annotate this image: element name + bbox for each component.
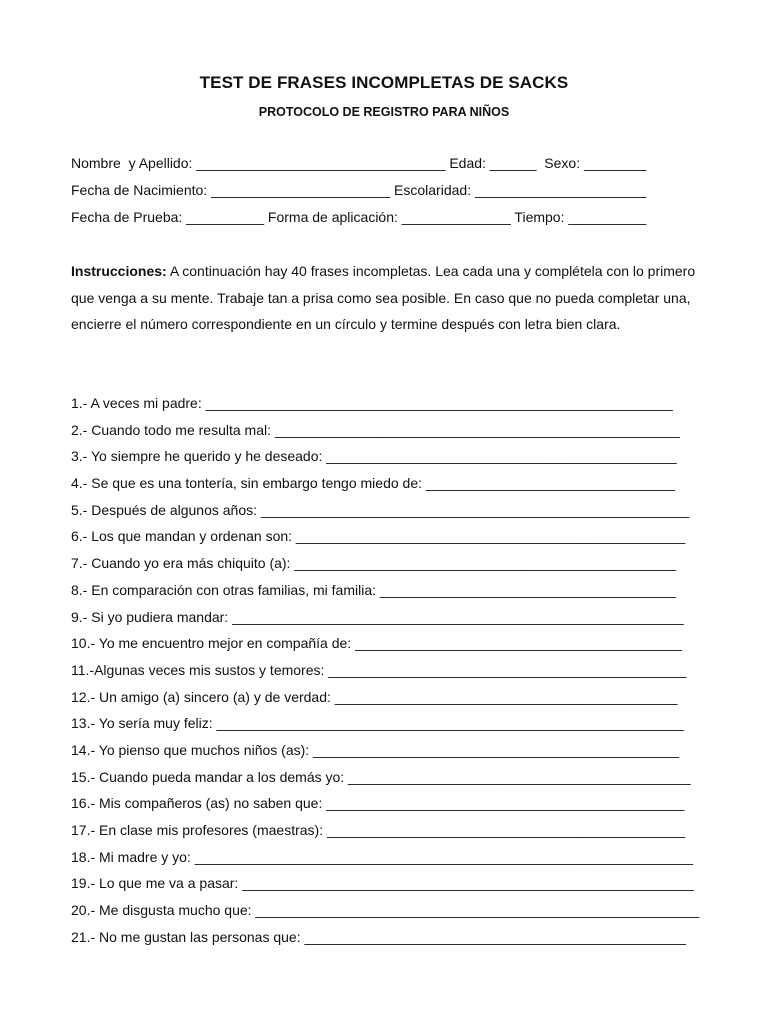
sentence-item: 19.- Lo que me va a pasar: __________________________________________________________	[71, 875, 694, 892]
document-title: TEST DE FRASES INCOMPLETAS DE SACKS	[199, 73, 569, 92]
sentence-item: 12.- Un amigo (a) sincero (a) y de verdad: ____________________________________________	[71, 688, 678, 705]
sentence-item: 10.- Yo me encuentro mejor en compañía de: __________________________________________	[71, 635, 683, 652]
sentence-item: 16.- Mis compañeros (as) no saben que: ______________________________________________	[71, 795, 685, 812]
sentence-item: 21.- No me gustan las personas que: _________________________________________________	[71, 928, 686, 945]
sentence-item: 11.-Algunas veces mis sustos y temores: ______________________________________________	[71, 661, 687, 678]
sentence-item: 17.- En clase mis profesores (maestras): ______________________________________________	[71, 822, 686, 838]
sentence-item: 1.- A veces mi padre: ____________________________________________________________	[71, 395, 673, 411]
field-line-testdate-mode-time: Fecha de Prueba: __________ Forma de aplicación: ______________ Tiempo: __________	[71, 209, 647, 225]
instructions-text: A continuación hay 40 frases incompletas. Lea cada una y complétela con lo primero que venga a su mente. Trabaje tan a prisa como sea posible. En caso que no pueda completar una, encierre el número correspondiente en un círculo y termine después con letra bien clara.	[71, 263, 696, 332]
field-line-birthdate-schooling: Fecha de Nacimiento: _______________________ Escolaridad: ______________________	[71, 182, 647, 198]
instructions-label: Instrucciones:	[71, 263, 167, 279]
sentence-item: 2.- Cuando todo me resulta mal: ____________________________________________________	[71, 421, 680, 438]
instructions-paragraph	[71, 258, 699, 338]
sentence-items-list	[71, 393, 711, 953]
sentence-item: 5.- Después de algunos años: _______________________________________________________	[71, 501, 690, 518]
sentence-item: 18.- Mi madre y yo: ________________________________________________________________	[71, 848, 694, 865]
sentence-item: 14.- Yo pienso que muchos niños (as): _______________________________________________	[71, 741, 679, 758]
document-subtitle: PROTOCOLO DE REGISTRO PARA NIÑOS	[258, 105, 510, 119]
sentence-item: 20.- Me disgusta mucho que: _________________________________________________________	[71, 902, 700, 919]
field-line-name-age-sex: Nombre y Apellido: ________________________________ Edad: ______ Sexo: ________	[71, 155, 647, 171]
sentence-item: 13.- Yo sería muy feliz: ____________________________________________________________	[71, 715, 684, 732]
sentence-item: 9.- Si yo pudiera mandar: __________________________________________________________	[71, 608, 684, 625]
sentence-item: 6.- Los que mandan y ordenan son: __________________________________________________	[71, 528, 686, 545]
sentence-item: 7.- Cuando yo era más chiquito (a): _________________________________________________	[71, 555, 676, 572]
personal-data-fields	[71, 153, 711, 234]
sentence-item: 4.- Se que es una tontería, sin embargo tengo miedo de: ________________________________	[71, 475, 676, 492]
sentence-item: 8.- En comparación con otras familias, mi familia: ______________________________________	[71, 581, 676, 598]
sentence-item: 3.- Yo siempre he querido y he deseado: _____________________________________________	[71, 448, 677, 465]
sentence-item: 15.- Cuando pueda mandar a los demás yo: ____________________________________________	[71, 768, 691, 785]
